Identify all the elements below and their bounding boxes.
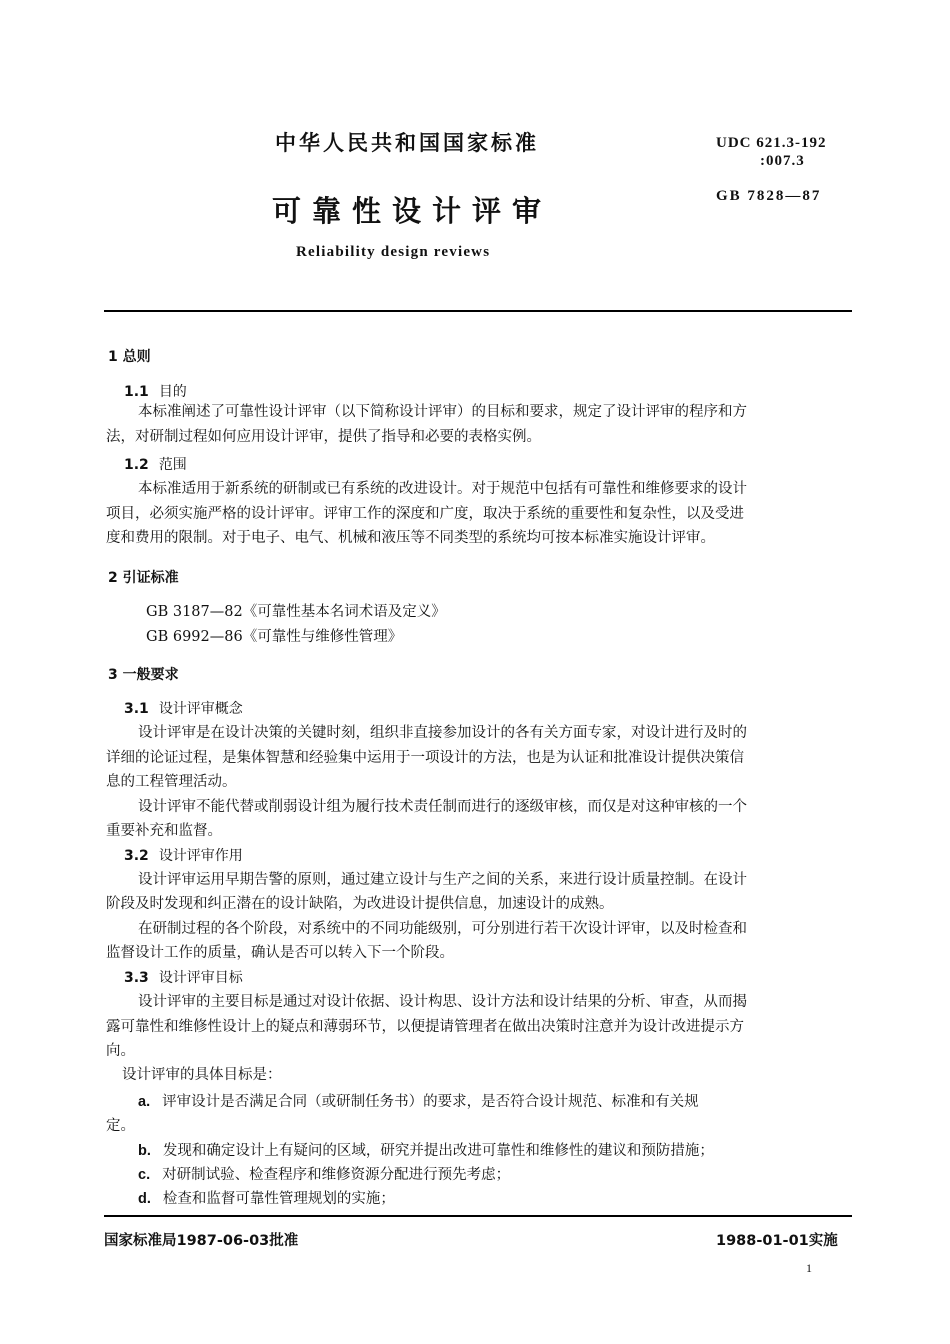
list-item-continuation: 定。 — [106, 1118, 135, 1134]
paragraph-line: 露可靠性和维修性设计上的疑点和薄弱环节，以便提请管理者在做出决策时注意并为设计改进提示方 — [106, 1019, 744, 1035]
approval-date: 国家标准局1987-06-03批准 — [104, 1233, 299, 1249]
list-marker: d. — [138, 1191, 151, 1207]
paragraph-line: 设计评审的主要目标是通过对设计依据、设计构思、设计方法和设计结果的分析、审查，从而揭 — [138, 994, 747, 1010]
section-title: 设计评审作用 — [158, 848, 243, 864]
section-number: 3.3 — [124, 970, 149, 986]
list-item-text: 发现和确定设计上有疑问的区域，研究并提出改进可靠性和维修性的建议和预防措施； — [162, 1143, 714, 1159]
paragraph-line: 项目，必须实施严格的设计评审。评审工作的深度和广度，取决于系统的重要性和复杂性，以及受进 — [106, 506, 744, 522]
udc-code-cont: :007.3 — [760, 153, 805, 169]
paragraph-line: 设计评审是在设计决策的关键时刻，组织非直接参加设计的各有关方面专家，对设计进行及时的 — [138, 725, 747, 741]
paragraph-line: 重要补充和监督。 — [106, 823, 222, 839]
list-item-text: 评审设计是否满足合同（或研制任务书）的要求，是否符合设计规范、标准和有关规 — [162, 1094, 699, 1110]
paragraph-line: 设计评审不能代替或削弱设计组为履行技术责任制而进行的逐级审核，而仅是对这种审核的一个 — [138, 799, 747, 815]
page-number: 1 — [806, 1261, 812, 1275]
section-number: 3.2 — [124, 848, 149, 864]
section-3-3-heading — [124, 967, 243, 987]
standard-name: 中华人民共和国国家标准 — [275, 131, 539, 155]
section-number: 1.2 — [124, 457, 149, 473]
gb-number: GB 7828—87 — [716, 188, 822, 204]
section-number: 1.1 — [124, 384, 149, 400]
udc-code: UDC 621.3-192 — [716, 135, 827, 151]
reference-item: GB 3187—82《可靠性基本名词术语及定义》 — [146, 604, 446, 620]
paragraph-line: 本标准阐述了可靠性设计评审（以下简称设计评审）的目标和要求，规定了设计评审的程序和方 — [138, 404, 747, 420]
list-item — [138, 1139, 714, 1160]
paragraph-line: 本标准适用于新系统的研制或已有系统的改进设计。对于规范中包括有可靠性和维修要求的设计 — [138, 481, 747, 497]
footer-divider — [104, 1215, 852, 1217]
section-title: 设计评审概念 — [158, 701, 243, 717]
reference-item: GB 6992—86《可靠性与维修性管理》 — [146, 629, 403, 645]
paragraph-line: 设计评审运用早期告警的原则，通过建立设计与生产之间的关系，来进行设计质量控制。在设计 — [138, 872, 747, 888]
section-3-heading: 3 一般要求 — [108, 667, 179, 683]
document-title-en: Reliability design reviews — [296, 244, 491, 260]
list-item — [138, 1090, 699, 1111]
section-1-heading: 1 总则 — [108, 349, 151, 365]
effective-date: 1988-01-01实施 — [716, 1233, 838, 1249]
paragraph-line: 息的工程管理活动。 — [106, 774, 237, 790]
section-title: 范围 — [158, 457, 187, 473]
section-title: 目的 — [158, 384, 187, 400]
paragraph-line: 法，对研制过程如何应用设计评审，提供了指导和必要的表格实例。 — [106, 429, 541, 445]
list-item — [138, 1163, 510, 1184]
list-marker: b. — [138, 1143, 151, 1159]
list-marker: c. — [138, 1167, 151, 1183]
list-marker: a. — [138, 1094, 151, 1110]
paragraph-line: 详细的论证过程，是集体智慧和经验集中运用于一项设计的方法，也是为认证和批准设计提供决策信 — [106, 750, 744, 766]
list-item-text: 检查和监督可靠性管理规划的实施； — [162, 1191, 395, 1207]
paragraph-line: 在研制过程的各个阶段，对系统中的不同功能级别，可分别进行若干次设计评审，以及时检查和 — [138, 921, 747, 937]
section-1-2-heading — [124, 454, 187, 474]
paragraph-line: 阶段及时发现和纠正潜在的设计缺陷，为改进设计提供信息，加速设计的成熟。 — [106, 896, 614, 912]
list-item-text: 对研制试验、检查程序和维修资源分配进行预先考虑； — [162, 1167, 511, 1183]
paragraph-line: 监督设计工作的质量，确认是否可以转入下一个阶段。 — [106, 945, 454, 961]
section-title: 设计评审目标 — [158, 970, 243, 986]
section-3-2-heading — [124, 845, 243, 865]
section-1-1-heading — [124, 381, 187, 401]
section-2-heading: 2 引证标准 — [108, 570, 179, 586]
section-3-1-heading — [124, 698, 243, 718]
paragraph-line: 设计评审的具体目标是： — [122, 1067, 282, 1083]
paragraph-line: 度和费用的限制。对于电子、电气、机械和液压等不同类型的系统均可按本标准实施设计评审。 — [106, 530, 715, 546]
list-item — [138, 1187, 395, 1208]
document-title: 可靠性设计评审 — [272, 194, 553, 228]
paragraph-line: 向。 — [106, 1043, 135, 1059]
header-divider — [104, 310, 852, 312]
section-number: 3.1 — [124, 701, 149, 717]
